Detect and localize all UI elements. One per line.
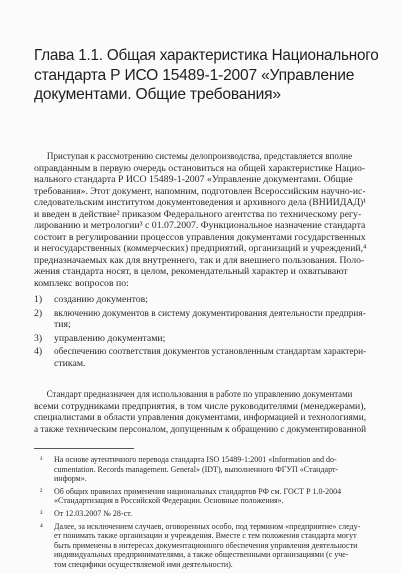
list-item-number: 2) [34, 307, 43, 319]
footnote-line: Об общих правилах применения национальных стандартов РФ см. ГОСТ Р 1.0-2004 [54, 486, 342, 496]
footnote-number: ³ [40, 508, 43, 518]
footnote-line: «Стандартизация в Российской Федерации. Основные положения». [54, 496, 284, 506]
list-item-line: созданию документов; [54, 294, 148, 305]
chapter-title [34, 46, 379, 105]
footnote [34, 455, 366, 484]
paragraph-line: следовательским институтом документоведения и архивного дела (ВНИИДАД)¹ [34, 197, 367, 208]
paragraph-line: всеми сотрудниками предприятия, в том числе руководителями (менеджерами), [34, 400, 366, 412]
paragraph-line: комплекс вопросов по: [34, 277, 129, 289]
paragraph-line: лированию и метрологии³ с 01.07.2007. Функциональное назначение стандарта [34, 220, 366, 231]
footnote-line: ет понимать также организации и учреждения. Вместе с тем положения стандарта могут [54, 531, 357, 541]
list-item-line: тия; [54, 319, 71, 330]
footnote-line: быть применены в интересах документационного обеспечения управления деятельности [54, 540, 358, 550]
chapter-title-line: Глава 1.1. Общая характеристика Национального [34, 47, 379, 64]
footnote-number: ² [40, 486, 43, 496]
list-item-line: стикам. [54, 357, 86, 369]
list-item-number: 1) [34, 294, 43, 305]
paragraph-line: нального стандарта Р ИСО 15489-1-2007 «Управление документами. Общие [34, 174, 353, 185]
paragraph-line: состоит в регулировании процессов управления документами государственных [34, 231, 366, 243]
footnote-line: индивидуальных предпринимателями, а также общественными организациями (с уче- [54, 550, 349, 560]
list-item [34, 294, 366, 306]
paragraph-line: жения стандарта носят, в целом, рекомендательный характер и охватывают [34, 266, 348, 277]
footnote-line: cumentation. Records management. General» (IDT), выполненного ФГУП «Стандарт- [54, 464, 339, 474]
list-item [34, 333, 366, 345]
list-item-line: обеспечению соответствия документов установленным стандартам характери- [54, 346, 367, 357]
list-item-number: 4) [34, 346, 43, 357]
paragraph-line: предназначаемых как для внутреннего, так и для внешнего пользования. Поло- [34, 254, 365, 266]
footnote-line: Далее, за исключением случаев, оговоренных особо, под термином «предприятие» следу- [54, 521, 361, 531]
paragraph-purpose [34, 389, 366, 435]
paragraph-line: а также техническим персоналом, допущенным к обращению с документированной [34, 423, 367, 435]
footnote-line: информ». [54, 474, 87, 484]
footnote-divider [34, 448, 134, 449]
list-item-line: включению документов в систему документирования деятельности предприя- [54, 307, 366, 319]
footnote [34, 522, 366, 570]
paragraph-line: Стандарт предназначен для использования в работе по управлению документами [46, 389, 353, 400]
footnote-number: ¹ [40, 455, 43, 464]
footnotes [34, 455, 366, 573]
footnote-number: ⁴ [40, 521, 43, 531]
topics-list [34, 294, 366, 371]
footnote [34, 509, 366, 519]
list-item-number: 3) [34, 332, 43, 344]
paragraph-line: требования». Этот документ, напомним, подготовлен Всероссийским научно-ис- [34, 185, 366, 197]
footnote-line: На основе аутентичного перевода стандарта ISO 15489-1:2001 «Information and do- [54, 455, 337, 464]
paragraph-intro [34, 151, 366, 289]
paragraph-line: оправданным в первую очередь остановиться на общей характеристике Нацио- [34, 162, 366, 174]
paragraph-line: и введен в действие² приказом Федерального агентства по техническому регу- [34, 208, 362, 220]
footnote [34, 487, 366, 506]
paragraph-line: специалистами в области управления документами, информацией и технологиями, [34, 412, 367, 423]
paragraph-line: и негосударственных (коммерческих) предприятий, организаций и учреждений,⁴ [34, 243, 367, 254]
footnote-line: том специфики осуществляемой ими деятельности). [54, 559, 233, 569]
footnote-line: От 12.03.2007 № 28-ст. [54, 508, 133, 518]
chapter-title-line: документами. Общие требования» [34, 86, 281, 103]
paragraph-line: Приступая к рассмотрению системы делопроизводства, представляется вполне [46, 151, 353, 162]
chapter-title-line: стандарта Р ИСО 15489-1-2007 «Управление [34, 66, 355, 84]
list-item [34, 346, 366, 369]
list-item [34, 308, 366, 331]
list-item-line: управлению документами; [54, 332, 166, 344]
